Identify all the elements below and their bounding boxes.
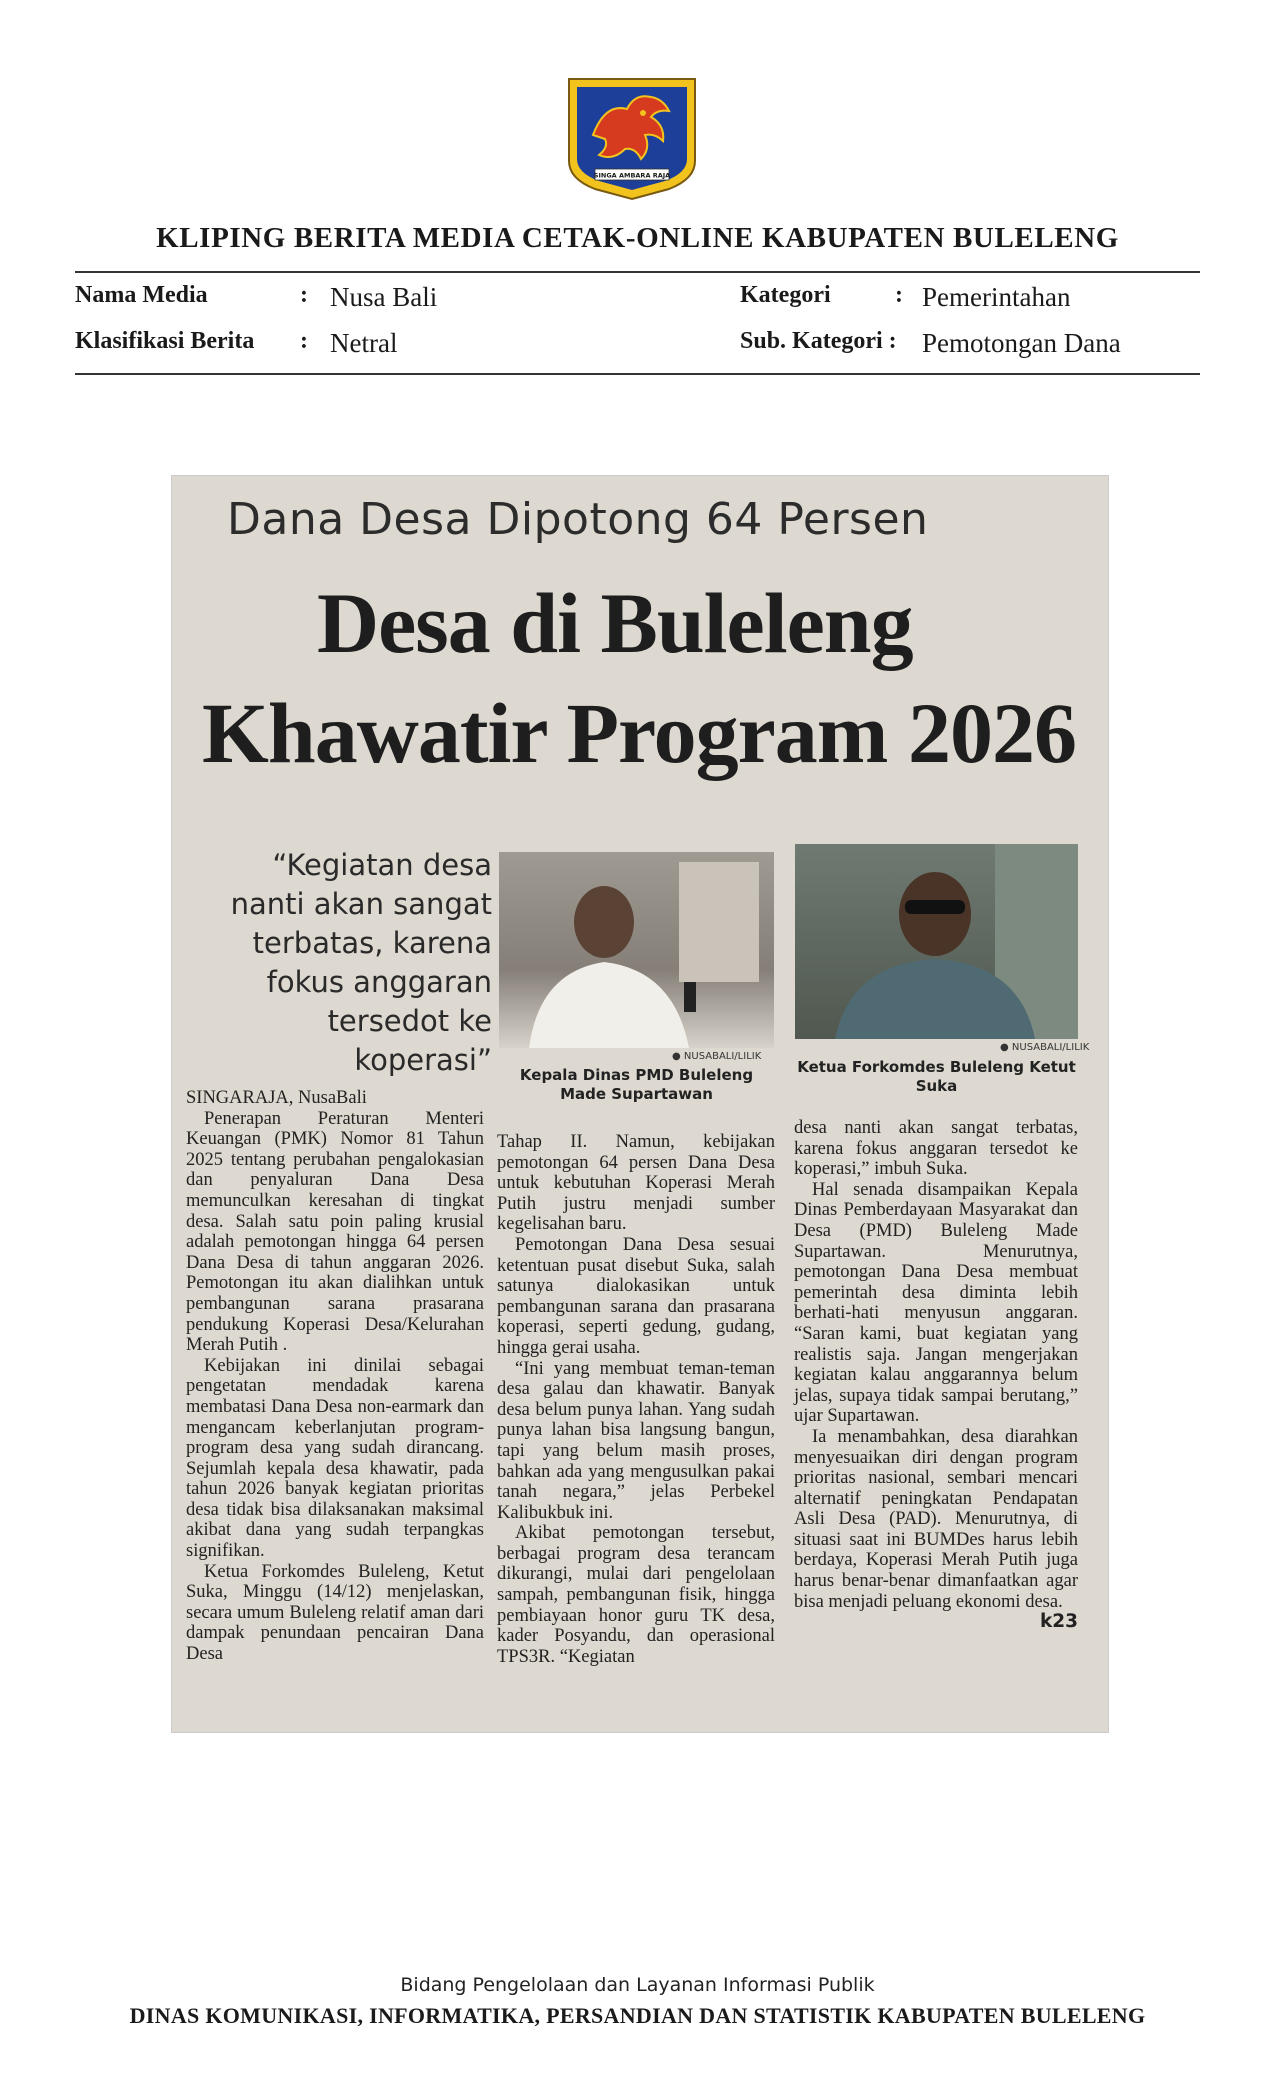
subkategori-value: Pemotongan Dana	[922, 328, 1121, 358]
photo2-caption: Ketua Forkomdes Buleleng Ketut Suka	[797, 1058, 1076, 1095]
kategori-value: Pemerintahan	[922, 282, 1071, 312]
photo-ketut-suka	[795, 844, 1078, 1039]
signoff-line	[794, 1612, 1078, 1633]
col1-paragraph: Kebijakan ini dinilai sebagai pengetatan mendadak karena membatasi Dana Desa non-earmark dan mengancam keberlanjutan program-program desa yang sudah dirancang. Sejumlah kepala desa khawatir, pada tahun 2026 banyak kegiatan prioritas desa tidak bisa dilaksanakan maksimal akibat dana yang sudah terpangkas signifikan.	[186, 1355, 484, 1562]
klasifikasi-colon: :	[300, 328, 308, 354]
divider-bottom	[75, 373, 1200, 375]
col3-paragraph: Hal senada disampaikan Kepala Dinas Pemberdayaan Masyarakat dan Desa (PMD) Buleleng Made Supartawan. Menurutnya, pemotongan Dana Desa membuat pemerintah desa diminta lebih berhati-hati menyusun anggaran. “Saran kami, buat kegiatan yang realistis saja. Jangan mengerjakan kegiatan kalau anggarannya belum jelas, supaya tidak sampai berutang,” ujar Supartawan.	[794, 1179, 1078, 1427]
article-signoff: k23	[1039, 1611, 1078, 1633]
newspaper-clipping	[172, 476, 1108, 1732]
article-column-2	[497, 1132, 775, 1667]
logo-label: SINGA AMBARA RAJA	[593, 171, 671, 180]
article-headline	[202, 568, 1082, 788]
divider-top	[75, 271, 1200, 273]
col2-paragraph: Akibat pemotongan tersebut, berbagai program desa terancam dikurangi, mulai dari pengelolaan sampah, pembangunan fisik, hingga pembiayaan honor guru TK desa, kader Posyandu, dan operasional TPS3R. “Kegiatan	[497, 1523, 775, 1667]
article-column-1	[186, 1088, 484, 1665]
article-kicker: Dana Desa Dipotong 64 Persen	[227, 494, 929, 545]
article-column-3	[794, 1118, 1078, 1633]
photo1-caption: Kepala Dinas PMD Buleleng Made Supartawan	[519, 1066, 754, 1103]
page-title: KLIPING BERITA MEDIA CETAK-ONLINE KABUPATEN BULELENG	[156, 222, 1119, 254]
footer-agency: DINAS KOMUNIKASI, INFORMATIKA, PERSANDIAN DAN STATISTIK KABUPATEN BULELENG	[129, 2003, 1146, 2028]
col2-paragraph: Tahap II. Namun, kebijakan pemotongan 64 persen Dana Desa untuk kebutuhan Koperasi Merah Putih justru menjadi sumber kegelisahan baru.	[497, 1132, 775, 1235]
media-value: Nusa Bali	[330, 282, 438, 312]
photo1-credit: ● NUSABALI/LILIK	[672, 1051, 762, 1062]
kategori-colon: :	[895, 282, 903, 308]
headline-line-2: Khawatir Program 2026	[202, 685, 1076, 781]
photo2-credit: ● NUSABALI/LILIK	[1000, 1042, 1090, 1053]
photo-made-supartawan	[499, 852, 774, 1048]
klasifikasi-value: Netral	[330, 328, 398, 358]
footer-division: Bidang Pengelolaan dan Layanan Informasi Publik	[400, 1974, 875, 1996]
pull-quote: “Kegiatan desa nanti akan sangat terbatas, karena fokus anggaran tersedot ke koperasi”	[230, 848, 492, 1077]
subkategori-label: Sub. Kategori :	[740, 328, 897, 354]
kabupaten-logo	[565, 75, 699, 201]
col2-paragraph: “Ini yang membuat teman-teman desa galau dan khawatir. Banyak desa belum punya lahan. Yang sudah punya lahan bisa langsung bangun, tapi yang belum masih proses, bahkan ada yang mengusulkan pakai tanah negara,” jelas Perbekel Kalibukbuk ini.	[497, 1358, 775, 1523]
headline-line-1: Desa di Buleleng	[317, 575, 913, 671]
kategori-label: Kategori	[740, 282, 831, 308]
klasifikasi-label: Klasifikasi Berita	[75, 328, 255, 354]
media-colon: :	[300, 282, 308, 308]
dateline: SINGARAJA, NusaBali	[186, 1088, 367, 1108]
col3-paragraph: desa nanti akan sangat terbatas, karena fokus anggaran tersedot ke koperasi,” imbuh Suka.	[794, 1118, 1078, 1180]
col1-paragraph: Ketua Forkomdes Buleleng, Ketut Suka, Minggu (14/12) menjelaskan, secara umum Buleleng relatif aman dari dampak penundaan pencairan Dana Desa	[186, 1561, 484, 1665]
col1-paragraph: Penerapan Peraturan Menteri Keuangan (PMK) Nomor 81 Tahun 2025 tentang perubahan pengalokasian dan penyaluran Dana Desa memunculkan keresahan di tingkat desa. Salah satu poin paling krusial adalah pemotongan hingga 64 persen Dana Desa di tahun anggaran 2026. Pemotongan itu akan dialihkan untuk pembangunan sarana prasarana pendukung Koperasi Desa/Kelurahan Merah Putih .	[186, 1108, 484, 1356]
media-label: Nama Media	[75, 282, 208, 308]
person-photo-icon	[795, 844, 1078, 1039]
col3-paragraph: Ia menambahkan, desa diarahkan menyesuaikan diri dengan program prioritas nasional, sembari mencari alternatif peningkatan Pendapatan Asli Desa (PAD). Menurutnya, di situasi saat ini BUMDes harus lebih berdaya, Koperasi Merah Putih juga harus benar-benar dimanfaatkan agar bisa menjadi peluang ekonomi desa.	[794, 1426, 1078, 1612]
col2-paragraph: Pemotongan Dana Desa sesuai ketentuan pusat disebut Suka, salah satunya dialokasikan untuk pembangunan sarana dan prasarana koperasi, seperti gedung, gudang, hingga gerai usaha.	[497, 1234, 775, 1358]
person-photo-icon	[499, 852, 774, 1048]
